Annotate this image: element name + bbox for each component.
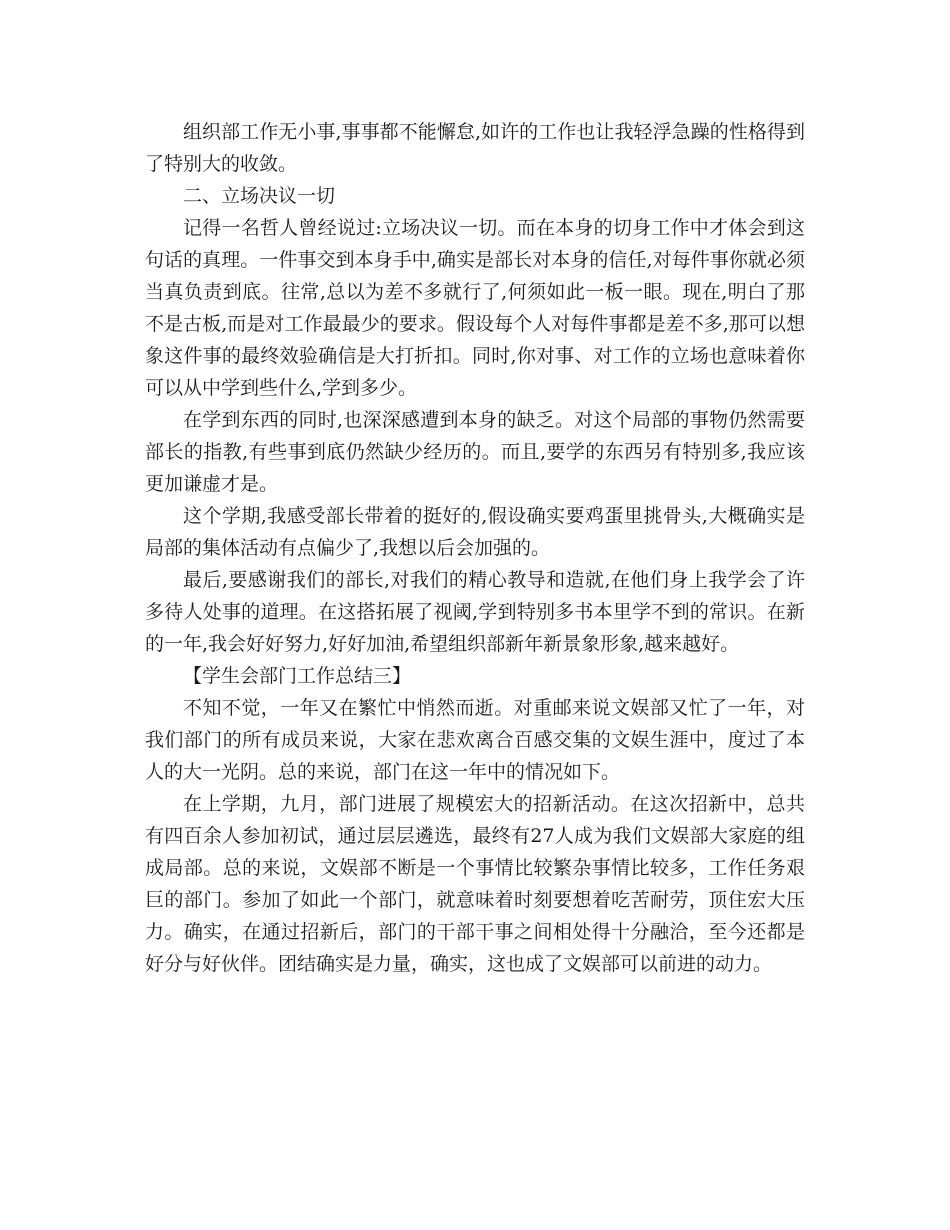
section-heading-2: 二、立场决议一切	[183, 185, 336, 207]
paragraph-1: 组织部工作无小事,事事都不能懈怠,如许的工作也让我轻浮急躁的性格得到了特别大的收敛。	[145, 121, 805, 175]
section-heading-7: 【学生会部门工作总结三】	[183, 665, 412, 687]
paragraph-5: 这个学期,我感受部长带着的挺好的,假设确实要鸡蛋里挑骨头,大概确实是局部的集体活动有点偏少了,我想以后会加强的。	[145, 505, 805, 559]
document-body	[145, 116, 805, 980]
paragraph-8: 不知不觉，一年又在繁忙中悄然而逝。对重邮来说文娱部又忙了一年，对我们部门的所有成员来说，大家在悲欢离合百感交集的文娱生涯中，度过了本人的大一光阴。总的来说，部门在这一年中的情况如下。	[145, 697, 805, 783]
paragraph-3: 记得一名哲人曾经说过:立场决议一切。而在本身的切身工作中才体会到这句话的真理。一件事交到本身手中,确实是部长对本身的信任,对每件事你就必须当真负责到底。往常,总以为差不多就行了,何须如此一板一眼。现在,明白了那不是古板,而是对工作最最少的要求。假设每个人对每件事都是差不多,那可以想象这件事的最终效验确信是大打折扣。同时,你对事、对工作的立场也意味着你可以从中学到些什么,学到多少。	[145, 217, 805, 399]
paragraph-9: 在上学期，九月，部门进展了规模宏大的招新活动。在这次招新中，总共有四百余人参加初试，通过层层遴选，最终有27人成为我们文娱部大家庭的组成局部。总的来说，文娱部不断是一个事情比较繁杂事情比较多，工作任务艰巨的部门。参加了如此一个部门，就意味着时刻要想着吃苦耐劳，顶住宏大压力。确实，在通过招新后，部门的干部干事之间相处得十分融洽，至今还都是好分与好伙伴。团结确实是力量，确实，这也成了文娱部可以前进的动力。	[145, 793, 805, 975]
paragraph-6: 最后,要感谢我们的部长,对我们的精心教导和造就,在他们身上我学会了许多待人处事的道理。在这搭拓展了视阈,学到特别多书本里学不到的常识。在新的一年,我会好好努力,好好加油,希望组织部新年新景象形象,越来越好。	[145, 569, 805, 655]
paragraph-4: 在学到东西的同时,也深深感遭到本身的缺乏。对这个局部的事物仍然需要部长的指教,有些事到底仍然缺少经历的。而且,要学的东西另有特别多,我应该更加谦虚才是。	[145, 409, 805, 495]
